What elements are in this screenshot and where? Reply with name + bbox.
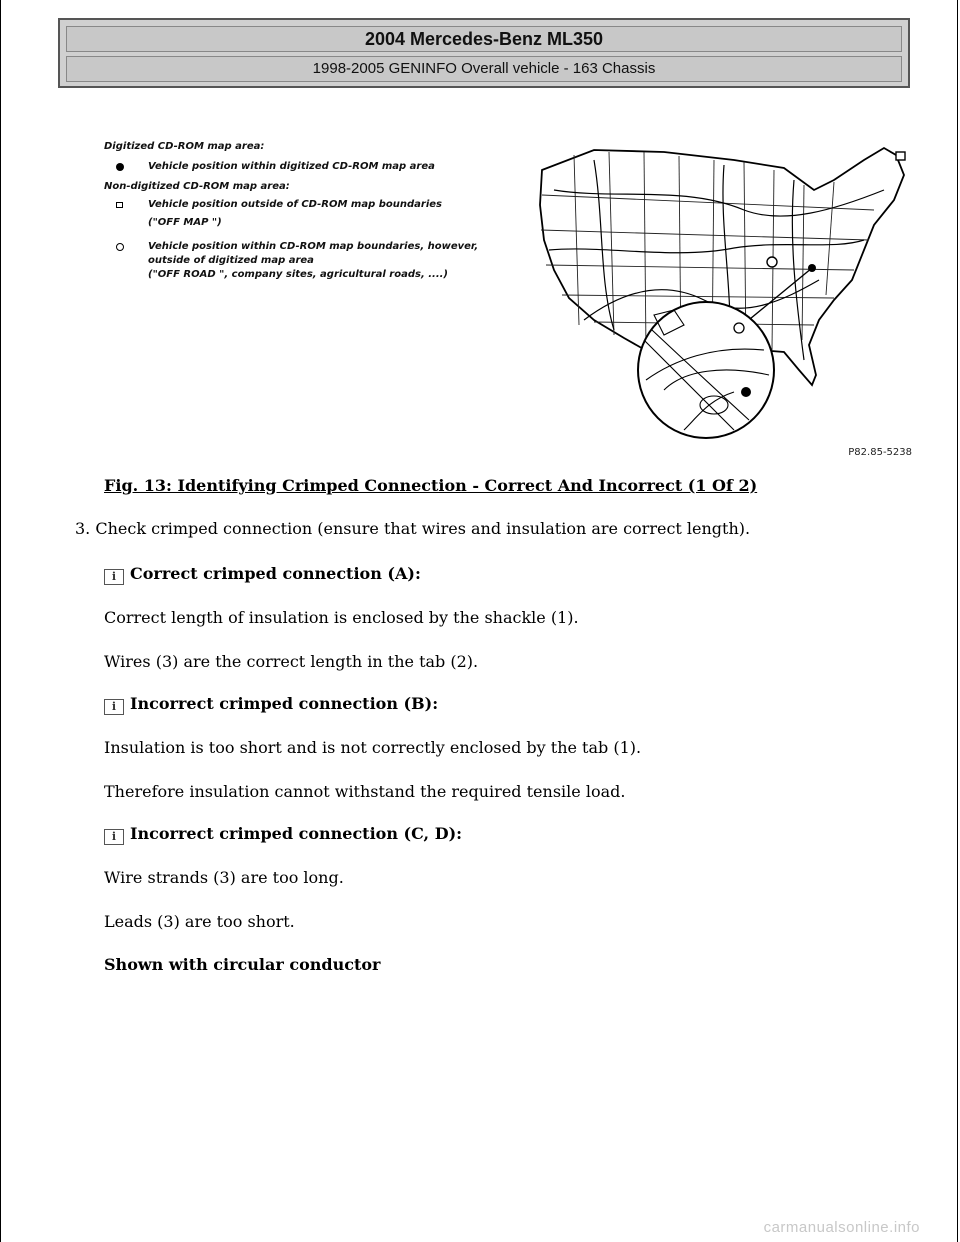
legend-digitized-item: Vehicle position within digitized CD-ROM map area [148,161,435,172]
note-cd-heading [104,824,462,845]
zoom-detail-circle [638,302,774,438]
note-cd-heading-text: Incorrect crimped connection (C, D): [130,824,463,843]
note-a-heading-text: Correct crimped connection (A): [130,564,421,583]
legend-offroad-line3: ("OFF ROAD ", company sites, agricultural roads, ....) [148,269,448,280]
legend-offroad-line1: Vehicle position within CD-ROM map boundaries, however, [148,241,479,252]
document-title: 2004 Mercedes-Benz ML350 [66,26,902,52]
filled-dot-icon [116,163,124,171]
document-header [58,18,910,88]
legend-nondigitized-heading: Non-digitized CD-ROM map area: [104,181,290,192]
note-b-heading [104,694,438,715]
legend-digitized-heading: Digitized CD-ROM map area: [104,141,265,152]
figure-13 [104,130,916,462]
note-a-heading [104,564,421,585]
note-a-text-2: Wires (3) are the correct length in the tab (2). [104,652,479,671]
note-b-text-1: Insulation is too short and is not correctly enclosed by the tab (1). [104,738,642,757]
document-subtitle: 1998-2005 GENINFO Overall vehicle - 163 Chassis [66,56,902,82]
square-outline-icon [116,202,123,208]
note-cd-text-1: Wire strands (3) are too long. [104,868,344,887]
note-b-text-2: Therefore insulation cannot withstand the required tensile load. [104,782,626,801]
note-b-heading-text: Incorrect crimped connection (B): [130,694,439,713]
offmap-square-marker [896,152,905,160]
info-icon: i [104,699,124,715]
shown-with-note: Shown with circular conductor [104,955,381,974]
step-3: 3. Check crimped connection (ensure that wires and insulation are correct length). [75,519,751,538]
info-icon: i [104,569,124,585]
us-map-illustration [534,130,916,450]
legend-offmap-line2: ("OFF MAP ") [148,217,222,228]
info-icon: i [104,829,124,845]
note-cd-text-2: Leads (3) are too short. [104,912,295,931]
watermark: carmanualsonline.info [763,1219,920,1236]
note-a-text-1: Correct length of insulation is enclosed by the shackle (1). [104,608,579,627]
circle-outline-icon [116,243,124,251]
zoom-offroad-circle [734,323,744,333]
zoom-digitized-dot [741,387,751,397]
figure-id: P82.85-5238 [848,447,912,458]
offroad-circle-marker [767,257,777,267]
figure-caption[interactable]: Fig. 13: Identifying Crimped Connection - Correct And Incorrect (1 Of 2) [104,476,758,495]
legend-offroad-line2: outside of digitized map area [148,255,314,266]
legend-offmap-line1: Vehicle position outside of CD-ROM map boundaries [148,199,443,210]
